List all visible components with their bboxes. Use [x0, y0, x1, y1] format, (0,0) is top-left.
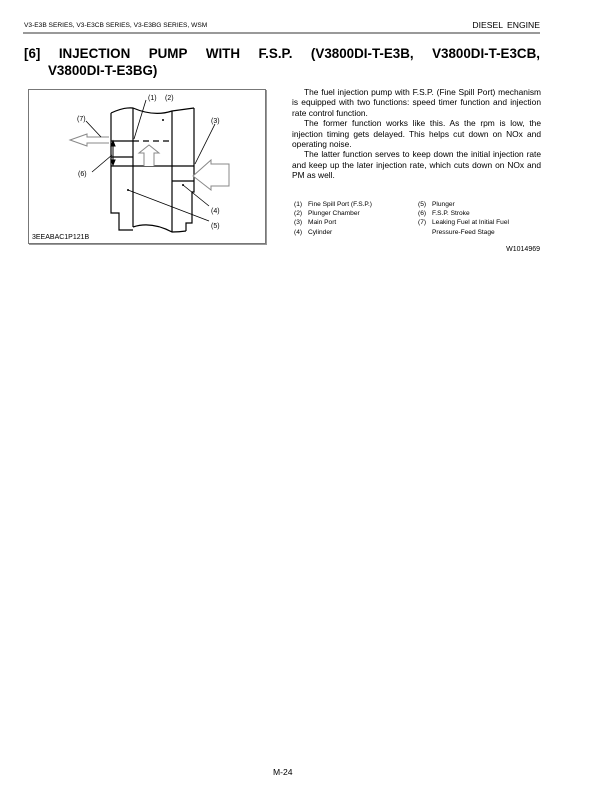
title-word: PUMP — [148, 46, 188, 61]
figure-code: 3EEABAC1P121B — [32, 234, 90, 241]
callout-1: (1) — [148, 95, 157, 102]
title-word: (V3800DI-T-E3B, — [310, 46, 414, 61]
header-rule — [23, 32, 540, 34]
paragraph: The latter function serves to keep down the initial injection rate and keep up the later injection rate, which cuts down on NOx and PM as well. — [292, 149, 541, 181]
legend-column-1 — [294, 200, 372, 237]
legend-item: (4) Cylinder — [294, 228, 333, 236]
callout-5: (5) — [211, 223, 220, 230]
fsp-pump-diagram — [28, 89, 266, 244]
legend-item: Pressure-Feed Stage — [432, 228, 495, 236]
title-word: WITH — [205, 46, 241, 61]
callout-2: (2) — [165, 95, 174, 102]
paragraph: The fuel injection pump with F.S.P. (Fine Spill Port) mechanism is equipped with two functions: speed timer function and injection rate control function. — [292, 87, 541, 118]
legend-item: (7) Leaking Fuel at Initial Fuel — [418, 219, 509, 227]
callout-6: (6) — [78, 171, 87, 178]
title-word: F.S.P. — [258, 46, 293, 61]
legend-item: (3) Main Port — [294, 219, 337, 227]
callout-7: (7) — [77, 116, 86, 123]
callout-4: (4) — [211, 208, 220, 215]
title-word: V3800DI-T-E3CB, — [432, 46, 540, 61]
legend-column-2 — [418, 200, 509, 237]
legend-item: (6) F.S.P. Stroke — [418, 210, 470, 218]
paragraph: The former function works like this. As the rpm is low, the injection timing gets delayed. This helps cut down on NOx and operating noise. — [292, 118, 541, 150]
pump-cross-section-drawing — [29, 90, 267, 245]
title-line2: V3800DI-T-E3BG) — [48, 63, 158, 78]
page-number: M-24 — [273, 767, 293, 777]
document-id: W1014969 — [506, 246, 540, 253]
header-section: DIESEL ENGINE — [472, 20, 540, 30]
title-number: [6] — [24, 46, 41, 61]
legend-item: (1) Fine Spill Port (F.S.P.) — [294, 201, 373, 208]
legend-item: (5) Plunger — [418, 201, 455, 208]
header-series: V3-E3B SERIES, V3-E3CB SERIES, V3-E3BG SERIES, WSM — [24, 22, 208, 29]
section-title — [24, 45, 540, 79]
callout-3: (3) — [211, 118, 220, 125]
title-word: INJECTION — [58, 46, 131, 61]
legend-item: (2) Plunger Chamber — [294, 210, 360, 218]
description-text — [292, 87, 541, 181]
